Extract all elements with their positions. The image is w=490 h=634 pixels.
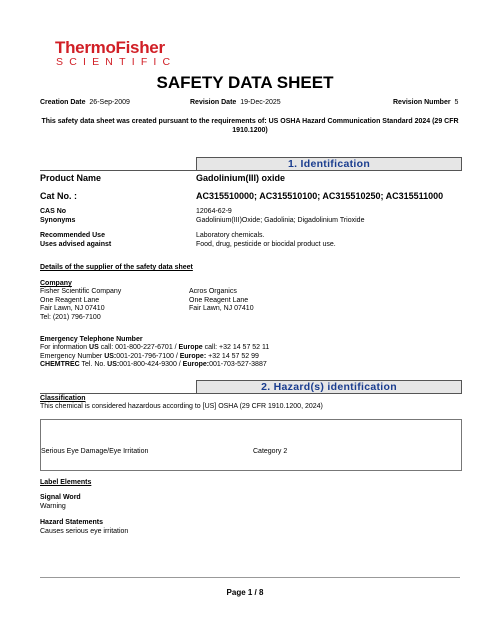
em-text: call: 001-800-227-6701 / xyxy=(98,344,179,351)
acros-line: One Reagent Lane xyxy=(189,296,249,304)
uses-advised-against-label: Uses advised against xyxy=(40,241,112,248)
em-text: call: +32 14 57 52 11 xyxy=(202,344,270,351)
company-line: Fisher Scientific Company xyxy=(40,288,122,295)
creation-date xyxy=(40,99,130,106)
footer-divider xyxy=(40,577,460,578)
brand-logo: ThermoFisher xyxy=(55,38,165,57)
regulatory-notice: This safety data sheet was created pursuant to the requirements of: US OSHA Hazard Communication Standard 2024 (29 CFR 1910.1200) xyxy=(41,118,459,134)
company-address xyxy=(40,288,121,322)
cas-value: 12064-62-9 xyxy=(196,208,232,215)
em-text: Emergency Number xyxy=(40,352,105,360)
uses-advised-against-value: Food, drug, pesticide or biocidal product use. xyxy=(196,241,336,248)
revision-number-value: 5 xyxy=(454,99,459,106)
supplier-heading: Details of the supplier of the safety data sheet xyxy=(40,264,193,271)
company-label: Company xyxy=(40,280,72,287)
revision-date-value: 19-Dec-2025 xyxy=(240,99,281,106)
emergency-number-line xyxy=(40,353,259,362)
product-name-value: Gadolinium(III) oxide xyxy=(196,173,286,183)
em-text: For information xyxy=(40,344,90,351)
cat-no-value: AC315510000; AC315510100; AC315510250; AC315511000 xyxy=(196,191,444,201)
em-bold: US xyxy=(89,344,99,351)
classification-text: This chemical is considered hazardous according to [US] OSHA (29 CFR 1910.1200, 2024) xyxy=(40,403,323,410)
page-number: Page 1 / 8 xyxy=(226,588,264,597)
revision-date xyxy=(190,99,281,106)
em-bold: CHEMTREC xyxy=(40,361,80,369)
company-line: One Reagent Lane xyxy=(40,296,100,304)
acros-address xyxy=(189,288,254,314)
creation-date-value: 26-Sep-2009 xyxy=(89,99,130,106)
label-elements-heading: Label Elements xyxy=(40,479,92,486)
hazard-classification-table xyxy=(40,419,462,471)
em-text: 001-201-796-7100 / xyxy=(116,352,180,360)
em-text: 001-703-527-3887 xyxy=(209,361,267,369)
hazard-category: Category 2 xyxy=(253,448,288,455)
section-2-header: 2. Hazard(s) identification xyxy=(196,380,462,394)
acros-line: Fair Lawn, NJ 07410 xyxy=(189,305,254,313)
hazard-statements-label: Hazard Statements xyxy=(40,519,104,526)
cas-label: CAS No xyxy=(40,208,67,215)
document-title: SAFETY DATA SHEET xyxy=(156,73,334,92)
chemtrec-line xyxy=(40,361,267,370)
em-bold: Europe: xyxy=(179,352,207,360)
section-divider xyxy=(40,393,460,394)
em-bold: US: xyxy=(107,361,120,369)
product-name-label: Product Name xyxy=(40,173,102,183)
em-bold: US: xyxy=(104,352,117,360)
em-text: Tel. No. xyxy=(79,361,108,369)
acros-line: Acros Organics xyxy=(189,288,237,295)
classification-label: Classification xyxy=(40,395,86,402)
section-1-header: 1. Identification xyxy=(196,157,462,171)
emergency-info-line xyxy=(40,344,269,353)
revision-number xyxy=(393,99,458,106)
em-text: +32 14 57 52 99 xyxy=(206,352,259,360)
recommended-use-label: Recommended Use xyxy=(40,232,105,239)
company-line: Fair Lawn, NJ 07410 xyxy=(40,305,105,313)
em-bold: Europe xyxy=(178,344,203,351)
emergency-heading: Emergency Telephone Number xyxy=(40,336,143,343)
em-bold: Europe: xyxy=(182,361,210,369)
recommended-use-value: Laboratory chemicals. xyxy=(196,232,265,239)
synonyms-value: Gadolinium(III)Oxide; Gadolinia; Digadolinium Trioxide xyxy=(196,217,365,224)
signal-word-label: Signal Word xyxy=(40,494,81,501)
synonyms-label: Synonyms xyxy=(40,217,76,224)
hazard-class: Serious Eye Damage/Eye Irritation xyxy=(41,448,149,455)
revision-number-label: Revision Number xyxy=(393,99,451,106)
company-line: Tel: (201) 796-7100 xyxy=(40,313,101,321)
brand-logo-subtitle: SCIENTIFIC xyxy=(56,56,177,68)
em-text: 001-800-424-9300 / xyxy=(119,361,183,369)
creation-date-label: Creation Date xyxy=(40,99,86,106)
cat-no-label: Cat No. : xyxy=(40,191,77,201)
hazard-statements-value: Causes serious eye irritation xyxy=(40,527,129,535)
revision-date-label: Revision Date xyxy=(190,99,237,106)
section-divider xyxy=(40,170,460,171)
signal-word-value: Warning xyxy=(40,502,66,510)
